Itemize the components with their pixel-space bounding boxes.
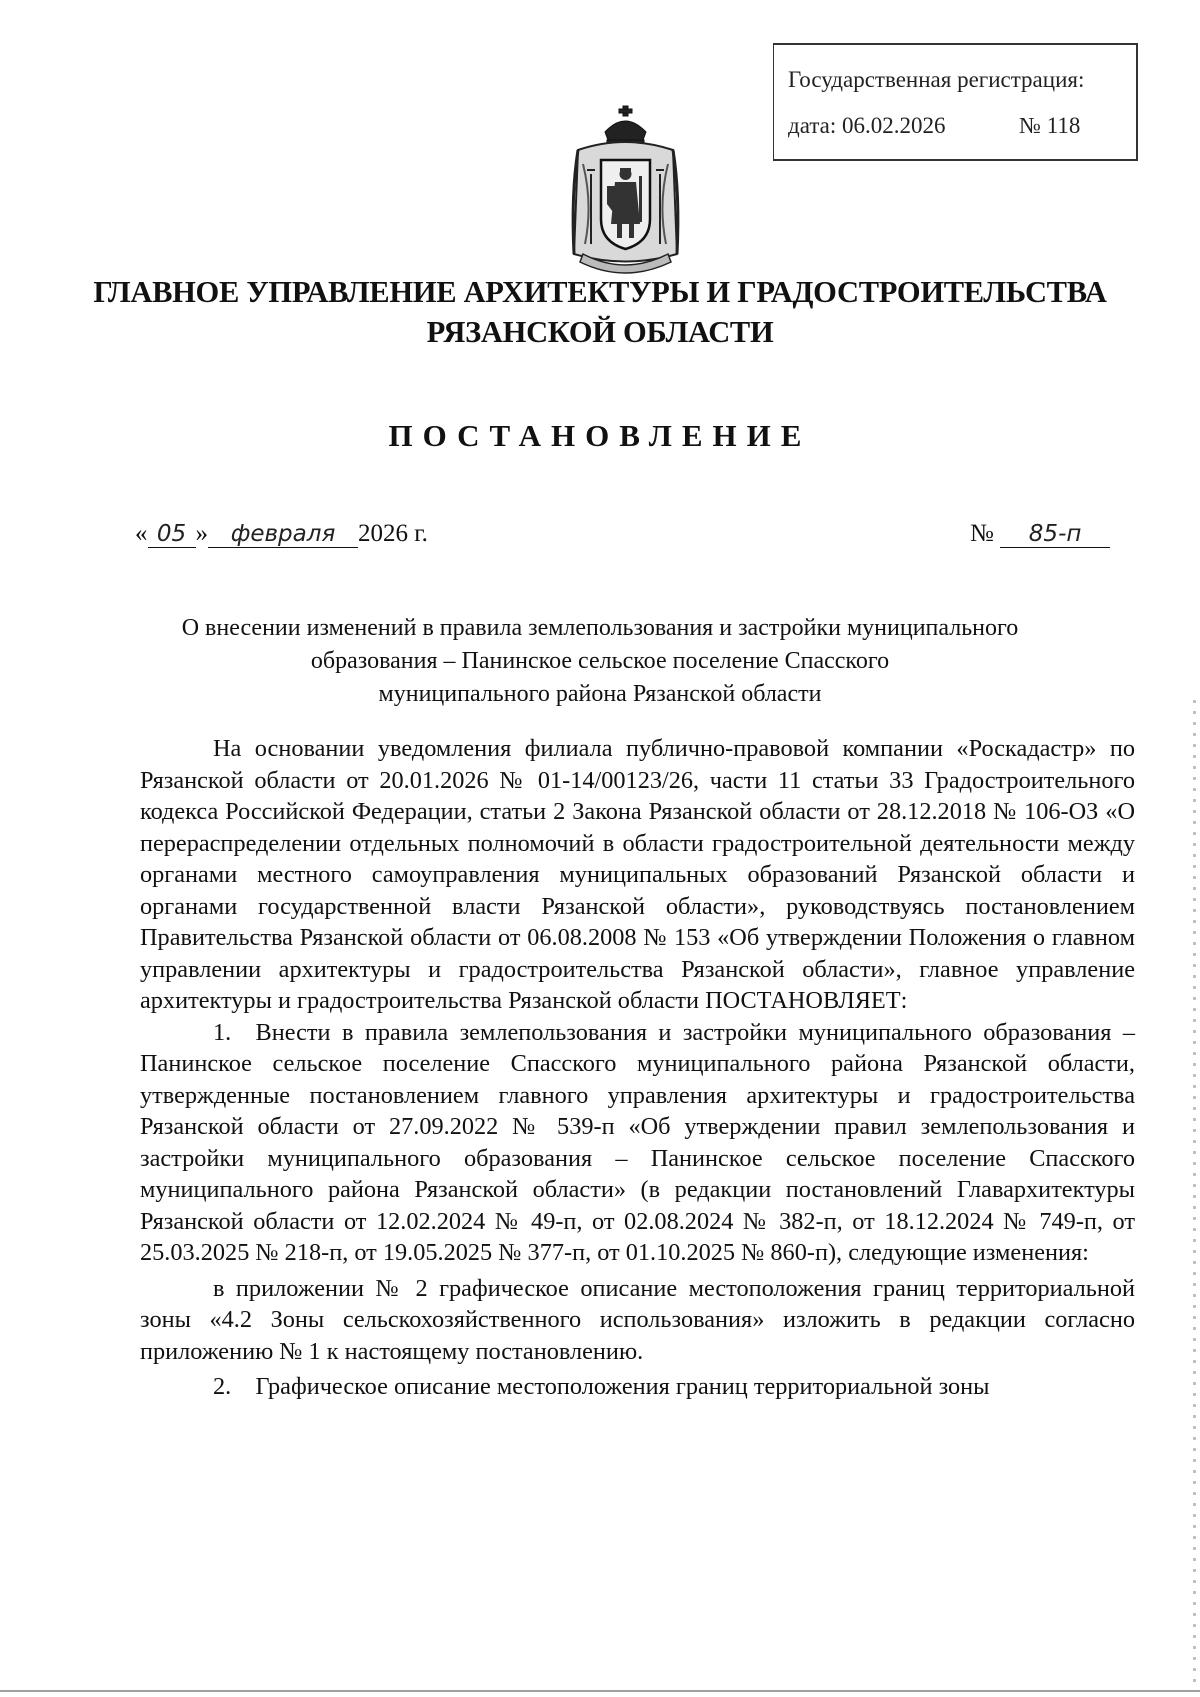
organization-title-line2: РЯЗАНСКОЙ ОБЛАСТИ — [426, 315, 774, 349]
body-paragraph-preamble: На основании уведомления филиала публично-правовой компании «Роскадастр» по Рязанской области от 20.01.2026 № 01-14/00123/26, части 11 статьи 33 Градостроительного кодекса Российской Федерации, статьи 2 Закона Рязанской области от 28.12.2018 № 106-ОЗ «О перераспределении отдельных полномочий в области градостроительной деятельности между органами местного самоуправления муниципальных образований Рязанской области и органами государственной власти Рязанской области», руководствуясь постановлением Правительства Рязанской области от 06.08.2008 № 153 «Об утверждении Положения о главном управлении архитектуры и градостроительства Рязанской области», главное управление архитектуры и градостроительства Рязанской области ПОСТАНОВЛЯЕТ: — [140, 735, 1135, 1014]
document-subject — [0, 612, 1200, 711]
handwritten-number: 85-п — [1000, 521, 1110, 548]
scan-bottom-edge — [0, 1690, 1200, 1692]
registration-number: № 118 — [1019, 113, 1081, 138]
date-open-quote: « — [135, 520, 148, 547]
date-close-quote: » — [195, 520, 208, 547]
body-paragraph-item2: 2. Графическое описание местоположения границ территориальной зоны — [213, 1373, 990, 1400]
document-kind: ПОСТАНОВЛЕНИЕ — [388, 418, 812, 453]
handwritten-day: 05 — [148, 521, 196, 548]
document-date — [135, 520, 428, 548]
registration-stamp — [773, 43, 1138, 161]
subject-line2: образования – Панинское сельское поселение Спасского — [310, 648, 890, 674]
number-label: № — [970, 520, 994, 547]
coat-of-arms-icon — [563, 104, 688, 274]
registration-date: дата: 06.02.2026 — [788, 113, 946, 138]
body-paragraph-item1: 1. Внести в правила землепользования и застройки муниципального образования – Панинское сельское поселение Спасского муниципального района Рязанской области, утвержденные постановлением главного управления архитектуры и градостроительства Рязанской области от 27.09.2022 № 539-п «Об утверждении правил землепользования и застройки муниципального образования – Панинское сельское поселение Спасского муниципального района Рязанской области» (в редакции постановлений Главархитектуры Рязанской области от 12.02.2024 № 49-п, от 02.08.2024 № 382-п, от 18.12.2024 № 749-п, от 25.03.2025 № 218-п, от 19.05.2025 № 377-п, от 01.10.2025 № 860-п), следующие изменения: — [140, 1018, 1135, 1266]
document-number — [970, 520, 1110, 548]
scan-edge-marks — [1193, 700, 1196, 1690]
organization-title-line1: ГЛАВНОЕ УПРАВЛЕНИЕ АРХИТЕКТУРЫ И ГРАДОСТРОИТЕЛЬСТВА — [93, 275, 1107, 309]
registration-title: Государственная регистрация: — [788, 67, 1085, 92]
organization-title — [0, 272, 1200, 352]
subject-line1: О внесении изменений в правила землепользования и застройки муниципального — [181, 615, 1019, 641]
document-body — [140, 733, 1135, 1403]
body-paragraph-amendment: в приложении № 2 графическое описание местоположения границ территориальной зоны «4.2 Зоны сельскохозяйственного использования» изложить в редакции согласно приложению № 1 к настоящему постановлению. — [140, 1274, 1135, 1365]
date-year: 2026 г. — [358, 520, 428, 547]
handwritten-month: февраля — [208, 521, 358, 548]
subject-line3: муниципального района Рязанской области — [378, 681, 822, 707]
